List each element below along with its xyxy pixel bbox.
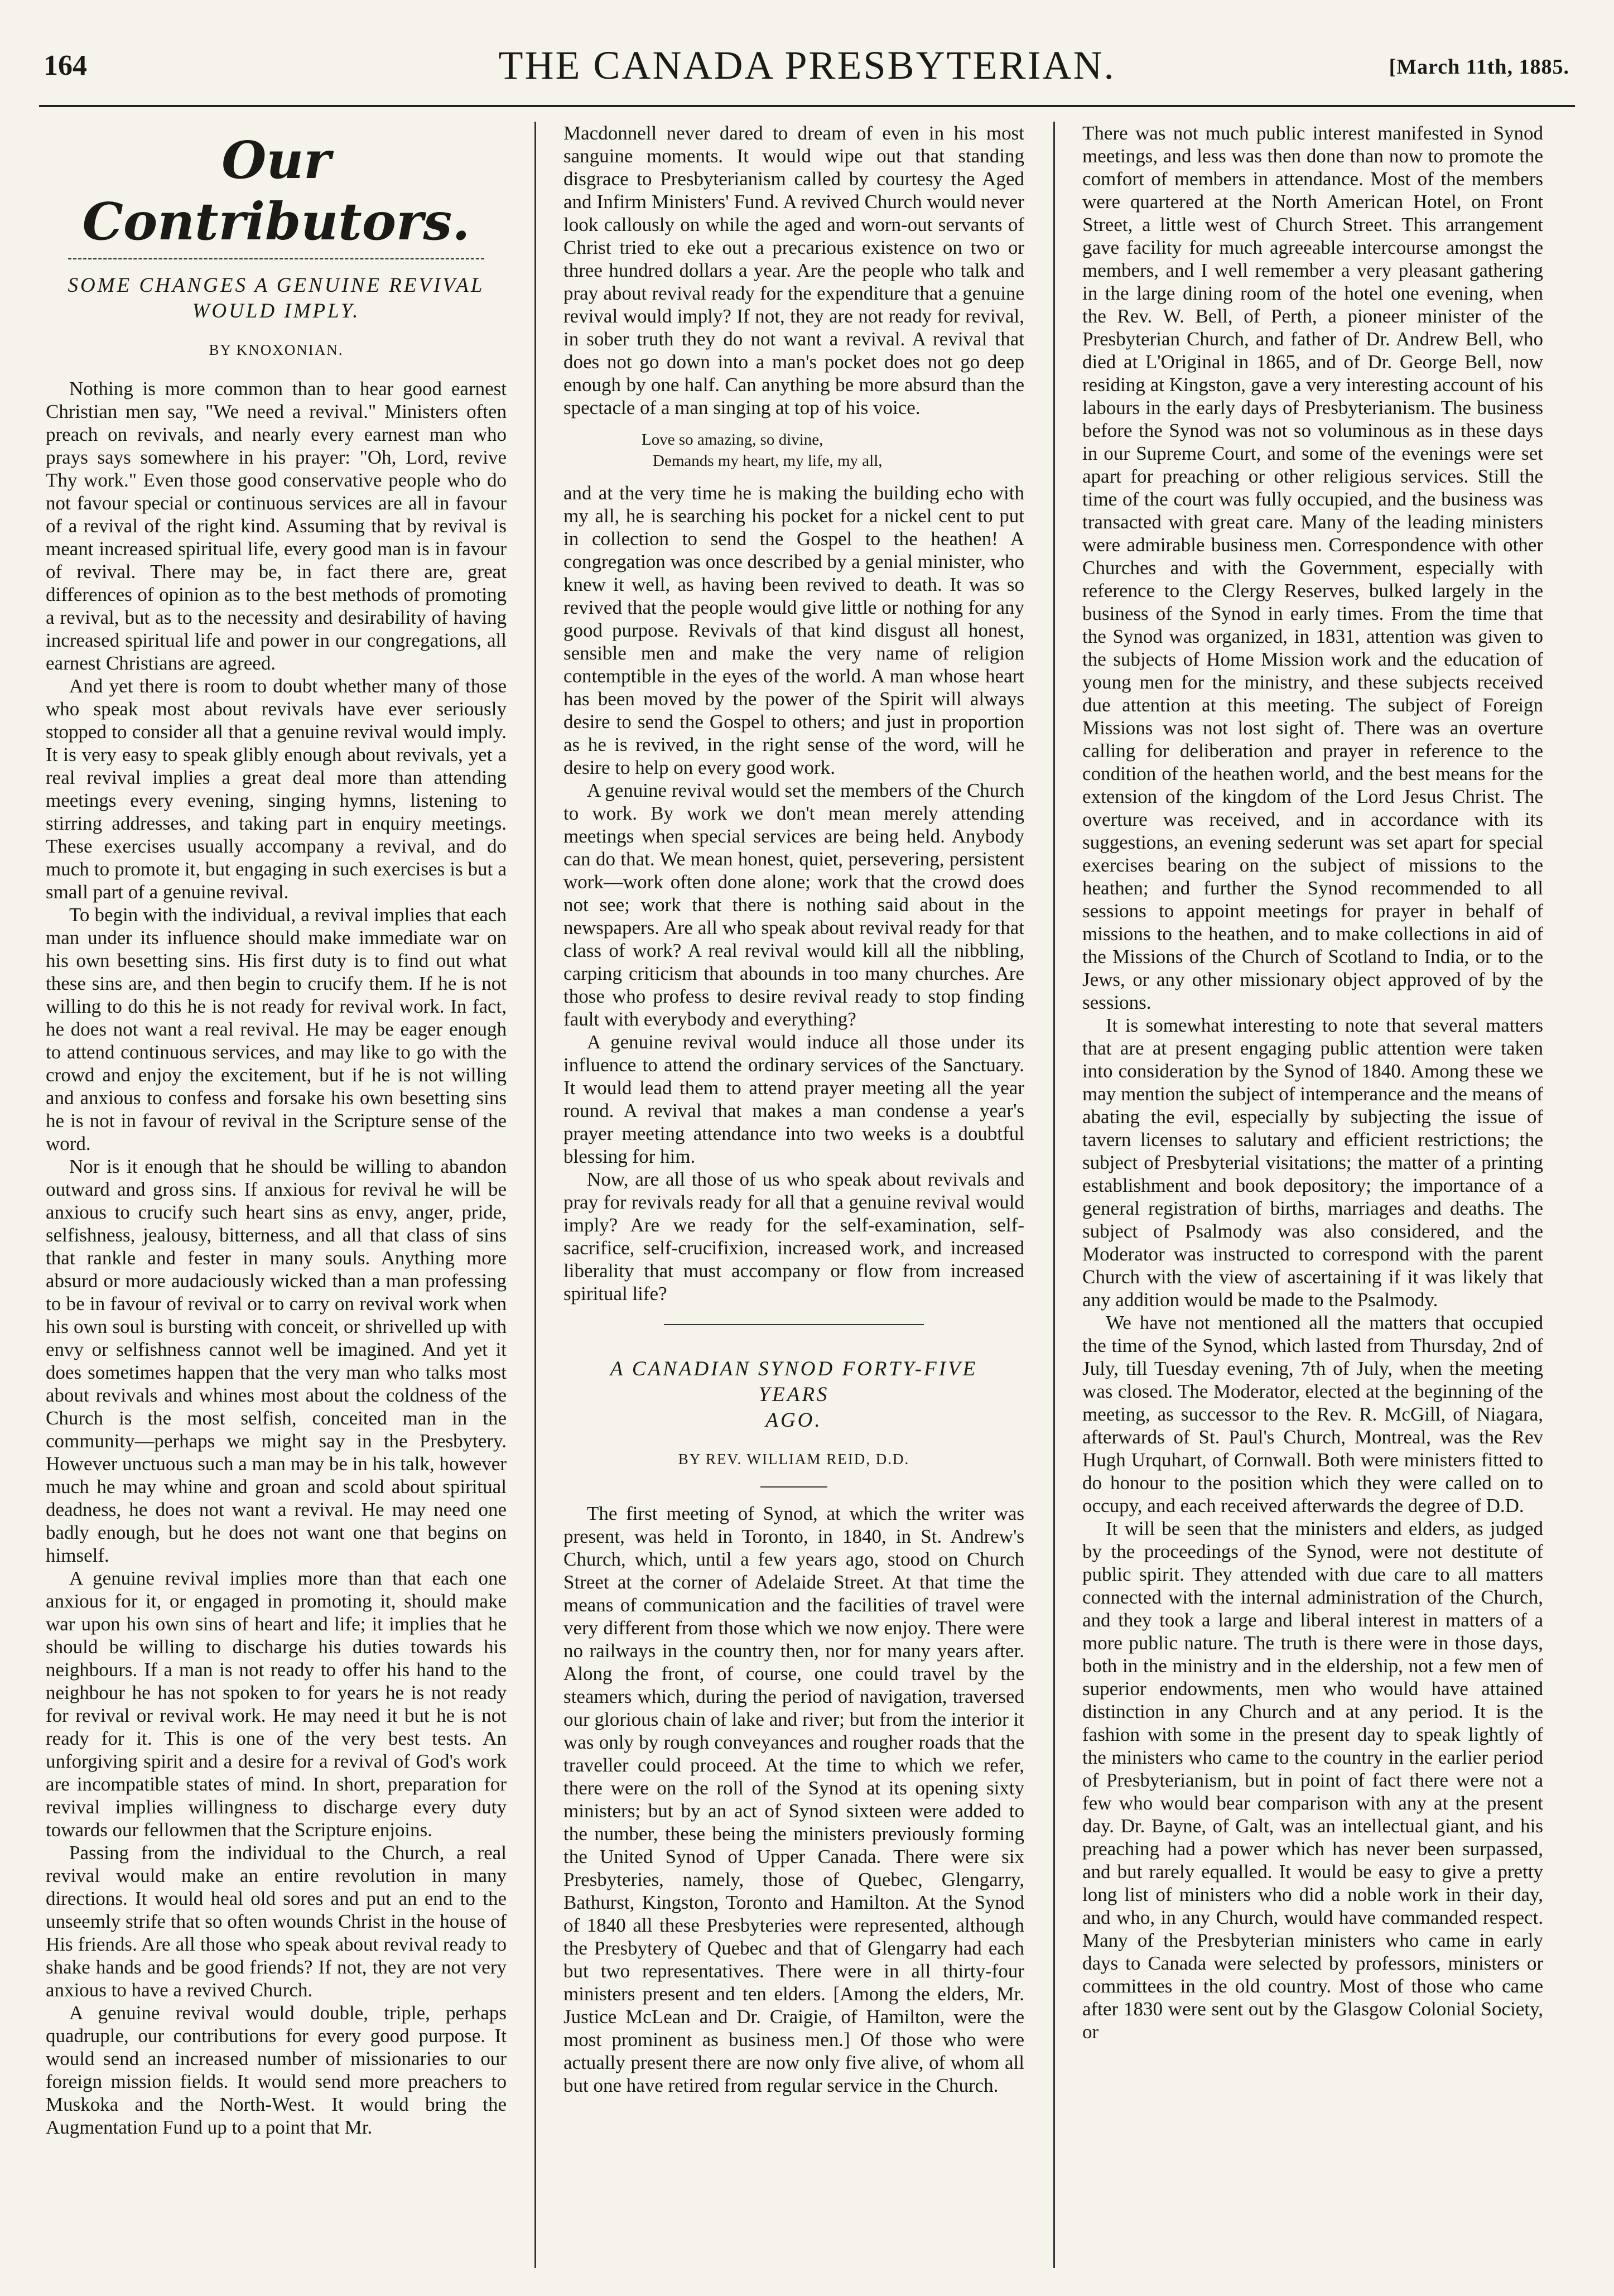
article-title-line: AGO. xyxy=(765,1409,822,1432)
column-2 xyxy=(563,122,1024,2097)
hymn-quote xyxy=(642,429,1024,471)
paragraph: It is somewhat interesting to note that several matters that are at present engaging public attention were taken into consideration by the Synod of 1840. Among these we may mention the subject of intemperance and the means of abating the evil, especially by subjecting the issue of tavern licenses to salutary and efficient restrictions; the subject of Presbyterial visitations; the matter of a printing establishment and book depository; the importance of a general registration of births, marriages and deaths. The subject of Psalmody was also considered, and the Moderator was instructed to correspond with the parent Church with the view of ascertaining if it was likely that any addition would be made to the Psalmody. xyxy=(1082,1014,1543,1311)
paragraph: The first meeting of Synod, at which the writer was present, was held in Toronto, in 1840, in St. Andrew's Church, which, until a few years ago, stood on Church Street at the corner of Adelaide Street. At that time the means of communication and the facilities of travel were very different from those which we now enjoy. There were no railways in the country then, nor for many years after. Along the front, of course, one could travel by the steamers which, during the period of navigation, traversed our glorious chain of lake and river; but from the interior it was only by rough conveyances and rougher roads that the traveller could proceed. At the time to which we refer, there were on the roll of the Synod at its opening sixty ministers; but by an act of Synod sixteen were added to the number, these being the ministers previously forming the United Synod of Upper Canada. There were six Presbyteries, namely, those of Quebec, Glengarry, Bathurst, Kingston, Toronto and Hamilton. At the Synod of 1840 all these Presbyteries were represented, although the Presbytery of Quebec and that of Glengarry had each but two representatives. There were in all thirty-four ministers present and ten elders. [Among the elders, Mr. Justice McLean and Dr. Craigie, of Hamilton, were the most prominent as business men.] Of those who were actually present there are now only five alive, of whom all but one have retired from regular service in the Church. xyxy=(563,1503,1024,2096)
article-title xyxy=(57,273,495,324)
column-divider xyxy=(534,122,536,2268)
byline-rule xyxy=(760,1486,827,1488)
column-1 xyxy=(46,122,507,2139)
article-title xyxy=(575,1356,1013,1433)
hymn-line: Love so amazing, so divine, xyxy=(642,431,823,449)
column-3 xyxy=(1082,122,1543,2043)
paragraph: A genuine revival would set the members of the Church to work. By work we don't mean merely attending meetings when special services are being held. Anybody can do that. We mean honest, quiet, persevering, persistent work—work often done alone; work that the crowd does not see; work that there is nothing said about in the newspapers. Are all who speak about revival ready for that class of work? A real revival would kill all the nibbling, carping criticism that abounds in too many churches. Are those who profess to desire revival ready to stop finding fault with everybody and everything? xyxy=(563,779,1024,1030)
paragraph: And yet there is room to doubt whether many of those who speak most about revivals have ever seriously stopped to consider all that a genuine revival would imply. It is very easy to speak glibly enough about revivals, yet a real revival implies a great deal more than attending meetings every evening, singing hymns, listening to stirring addresses, and taking part in enquiry meetings. These exercises usually accompany a revival, and do much to promote it, but engaging in such exercises is but a small part of a genuine revival. xyxy=(46,675,507,903)
masthead: THE CANADA PRESBYTERIAN. xyxy=(498,43,1116,88)
paragraph: A genuine revival would double, triple, perhaps quadruple, our contributions for every good purpose. It would send an increased number of missionaries to our foreign mission fields. It would send more preachers to Muskoka and the North-West. It would bring the Augmentation Fund up to a point that Mr. xyxy=(46,2002,507,2138)
column-divider xyxy=(1053,122,1055,2268)
paragraph: and at the very time he is making the building echo with my all, he is searching his pocket for a nickel cent to put in collection to send the Gospel to the heathen! A congregation was once described by a genial minister, who knew it well, as having been revived to death. It was so revived that the people would give little or nothing for any good purpose. Revivals of that kind disgust all honest, sensible men and make the very name of religion contemptible in the eyes of the world. A man whose heart has been moved by the power of the Spirit will always desire to send the Gospel to others; and just in proportion as he is revived, in the right sense of the word, will he desire to help on every good work. xyxy=(563,482,1024,778)
article-title-line: A CANADIAN SYNOD FORTY-FIVE YEARS xyxy=(610,1358,978,1406)
article-separator xyxy=(664,1324,924,1325)
article-byline: BY KNOXONIAN. xyxy=(209,341,344,358)
issue-date: [March 11th, 1885. xyxy=(1389,55,1569,79)
hymn-line: Demands my heart, my life, my all, xyxy=(653,452,883,470)
paragraph: Nothing is more common than to hear good earnest Christian men say, "We need a revival." Ministers often preach on revivals, and nearly every earnest man who prays says somewhere in his prayer: "Oh, Lord, revive Thy work." Even those good conservative people who do not favour special or continuous services are all in favour of a revival of the right kind. Assuming that by revival is meant increased spiritual life, every good man is in favour of revival. There may be, in fact there are, great differences of opinion as to the best methods of promoting a revival, but as to the necessity and desirability of having increased spiritual life and power in our congregations, all earnest Christians are agreed. xyxy=(46,378,507,674)
paragraph: Passing from the individual to the Church, a real revival would make an entire revolution in many directions. It would heal old sores and put an end to the unseemly strife that so often wounds Christ in the house of His friends. Are all those who speak about revival ready to shake hands and be good friends? If not, they are not very anxious to have a revived Church. xyxy=(46,1842,507,2001)
article-byline: BY REV. WILLIAM REID, D.D. xyxy=(678,1451,910,1467)
paragraph: We have not mentioned all the matters that occupied the time of the Synod, which lasted from Thursday, 2nd of July, till Tuesday evening, 7th of July, when the meeting was closed. The Moderator, elected at the beginning of the meeting, as successor to the Rev. R. McGill, of Niagara, afterwards of St. Paul's Church, Montreal, was the Rev Hugh Urquhart, of Cornwall. Both were ministers fitted to do honour to the position which they were called on to occupy, and each received afterwards the degree of D.D. xyxy=(1082,1312,1543,1517)
paragraph: It will be seen that the ministers and elders, as judged by the proceedings of the Synod, were not destitute of public spirit. They attended with due care to all matters connected with the internal administration of the Church, and they took a large and liberal interest in matters of a more public nature. The truth is there were in those days, both in the ministry and in the eldership, not a few men of superior endowments, men who would have attained distinction in any Church and at any period. It is the fashion with some in the present day to speak lightly of the ministers who came to the country in the earlier period of Presbyterianism, but in point of fact there were not a few who would bear comparison with any at the present day. Dr. Bayne, of Galt, was an intellectual giant, and his preaching had a power which has never been surpassed, and but rarely equalled. It would be easy to give a pretty long list of ministers who did a noble work in their day, and who, in any Church, would have commanded respect. Many of the Presbyterian ministers who came in early days to Canada were selected by professors, ministers or committees in the old country. Most of those who came after 1830 were sent out by the Glasgow Colonial Society, or xyxy=(1082,1518,1543,2043)
paragraph: There was not much public interest manifested in Synod meetings, and less was then done than now to promote the comfort of members in attendance. Most of the members were quartered at the North American Hotel, on Front Street, a little west of Church Street. This arrangement gave facility for much agreeable intercourse amongst the members, and I well remember a very pleasant gathering in the large dining room of the hotel one evening, when the Rev. W. Bell, of Perth, a pioneer minister of the Presbyterian Church, and father of Dr. Andrew Bell, who died at L'Original in 1865, and of Dr. George Bell, now residing at Kingston, gave a very interesting account of his labours in the early days of Presbyterianism. The business before the Synod was not so voluminous as in these days in our Supreme Court, and some of the evenings were set apart for preaching or other religious services. Still the time of the court was fully occupied, and the business was transacted with great care. Many of the leading ministers were admirable business men. Correspondence with other Churches and with the Government, especially with reference to the Clergy Reserves, bulked largely in the business of the Synod in early times. From the time that the Synod was organized, in 1831, attention was given to the subjects of Home Mission work and the education of young men for the ministry, and these subjects received due attention at this meeting. The subject of Foreign Missions was not lost sight of. There was an overture calling for deliberation and prayer in reference to the condition of the heathen world, and the best means for the extension of the kingdom of the Lord Jesus Christ. The overture was received, and in accordance with its suggestions, an evening sederunt was set apart for special exercises bearing on the subject of missions to the heathen; and further the Synod recommended to all sessions to appoint meetings for prayer in behalf of missions to the heathen, and to make collections in aid of the Missions of the Church of Scotland to India, or to the Jews, or any other missionary object approved of by the sessions. xyxy=(1082,122,1543,1013)
paragraph: A genuine revival would induce all those under its influence to attend the ordinary services of the Sanctuary. It would lead them to attend prayer meeting all the year round. A revival that makes a man condense a year's prayer meeting attendance into two weeks is a doubtful blessing for him. xyxy=(563,1031,1024,1167)
paragraph: Now, are all those of us who speak about revivals and pray for revivals ready for all that a genuine revival would imply? Are we ready for the self-examination, self-sacrifice, self-crucifixion, increased work, and increased liberality that must accompany or flow from increased spiritual life? xyxy=(563,1168,1024,1305)
page-number: 164 xyxy=(44,50,87,81)
article-title-line: WOULD IMPLY. xyxy=(192,300,360,323)
paragraph: Nor is it enough that he should be willing to abandon outward and gross sins. If anxious for revival he will be anxious to crucify such heart sins as envy, anger, pride, selfishness, jealousy, bitterness, and all that class of sins that rankle and fester in many souls. Anything more absurd or more audaciously wicked than a man professing to be in favour of revival or to carry on revival work when his own soul is bursting with conceit, or shrivelled up with envy or selfishness cannot well be imagined. And yet it does sometimes happen that the very man who talks most about revivals and whines most about the coldness of the Church is the most selfish, conceited man in the community—perhaps we might say in the Presbytery. However unctuous such a man may be in his talk, however much he may whine and groan and scold about spiritual deadness, he does not want a revival. He may need one badly enough, but he does not want one that begins on himself. xyxy=(46,1156,507,1566)
section-heading: Our Contributors. xyxy=(82,130,470,252)
heading-rule xyxy=(68,258,484,259)
paragraph: A genuine revival implies more than that each one anxious for it, or engaged in promoting it, should make war upon his own sins of heart and life; it implies that he should be willing to discharge his duties towards his neighbours. If a man is not ready to offer his hand to the neighbour he has not spoken to for years he is not ready for revival or revival work. He may need it but he is not ready for it. This is one of the very best tests. An unforgiving spirit and a desire for a revival of God's work are incompatible states of mind. In short, preparation for revival implies willingness to discharge every duty towards our fellowmen that the Scripture enjoins. xyxy=(46,1567,507,1841)
paragraph: To begin with the individual, a revival implies that each man under its influence should make immediate war on his own besetting sins. His first duty is to find out what these sins are, and then begin to crucify them. If he is not willing to do this he is not ready for revival work. In fact, he does not want a real revival. He may be eager enough to attend continuous services, and may like to go with the crowd and enjoy the excitement, but if he is not willing and anxious to confess and forsake his own besetting sins he is not in favour of revival in the Scripture sense of the word. xyxy=(46,904,507,1154)
article-title-line: SOME CHANGES A GENUINE REVIVAL xyxy=(68,274,485,297)
paragraph: Macdonnell never dared to dream of even in his most sanguine moments. It would wipe out that standing disgrace to Presbyterianism called by courtesy the Aged and Infirm Ministers' Fund. A revived Church would never look callously on while the aged and worn-out servants of Christ tried to eke out a precarious existence on two or three hundred dollars a year. Are the people who talk and pray about revival ready for the expenditure that a genuine revival would imply? If not, they are not ready for revival, in sober truth they do not want a revival. A revival that does not go down into a man's pocket does not go deep enough by one half. Can anything be more absurd than the spectacle of a man singing at top of his voice. xyxy=(563,122,1024,418)
header-rule xyxy=(39,105,1575,107)
